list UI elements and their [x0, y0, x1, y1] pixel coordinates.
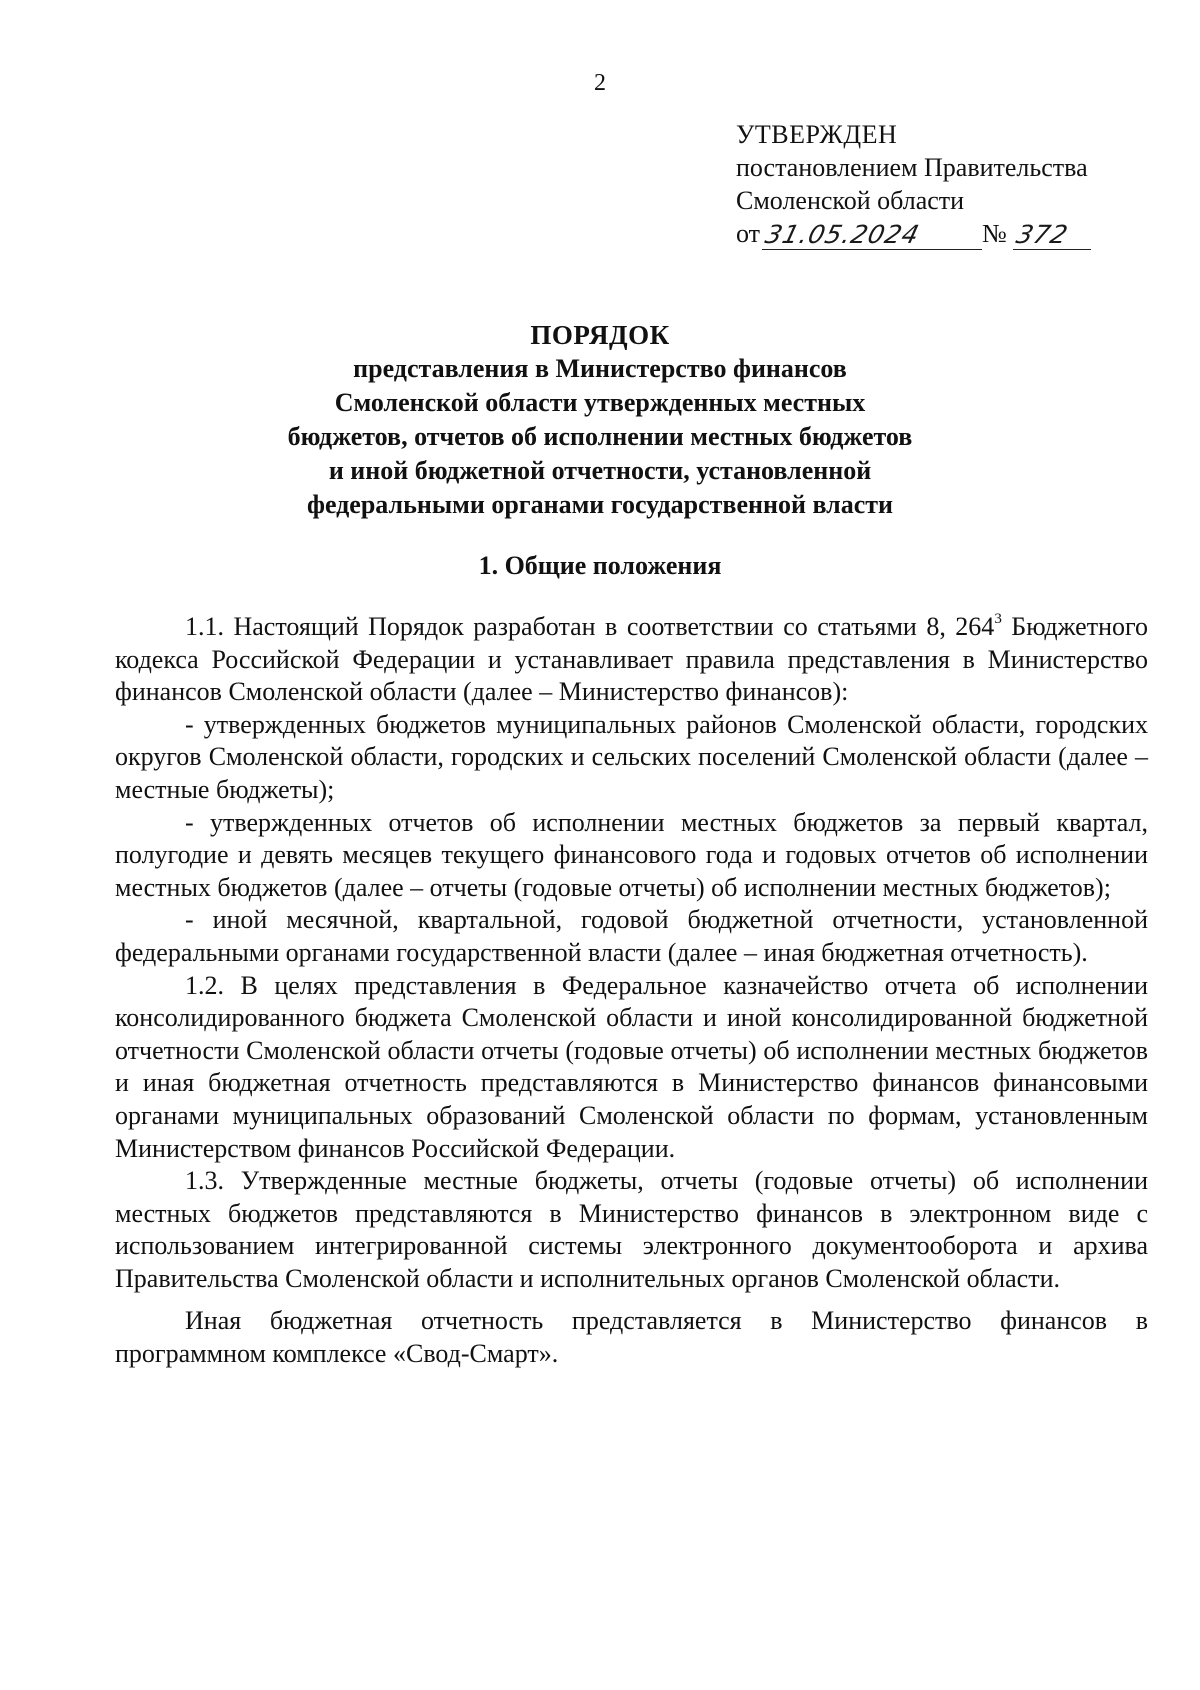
paragraph-1-3: 1.3. Утвержденные местные бюджеты, отчеты (годовые отчеты) об исполнении местных бюджетов представляются в Министерство финансов в электронном виде с использованием интегрированной системы электронного документооборота и архива Правительства Смоленской области и исполнительных органов Смоленской области.	[115, 1166, 1148, 1293]
paragraph-1-1-rest: Бюджетного кодекса Российской Федерации и устанавливает правила представления в Министерство финансов Смоленской области (далее – Министерство финансов):	[115, 612, 1149, 707]
list-item: - утвержденных бюджетов муниципальных районов Смоленской области, городских округов Смоленской области, городских и сельских поселений Смоленской области (далее – местные бюджеты);	[115, 709, 1148, 804]
approval-line-2: Смоленской области	[736, 186, 965, 215]
approval-stamp	[736, 118, 1091, 250]
page-number: 2	[594, 70, 606, 96]
document-body	[115, 611, 1148, 1371]
approval-line-1: постановлением Правительства	[736, 153, 1088, 182]
approval-date-line	[736, 217, 1091, 250]
document-title	[0, 318, 1200, 522]
section-heading: 1. Общие положения	[478, 551, 722, 580]
subtitle-line: представления в Министерство финансов	[353, 354, 847, 383]
paragraph-1-2: 1.2. В целях представления в Федеральное казначейство отчета об исполнении консолидированного бюджета Смоленской области и иной консолидированной бюджетной отчетности Смоленской области отчеты (годовые отчеты) об исполнении местных бюджетов и иная бюджетная отчетность представляются в Министерство финансов финансовыми органами муниципальных образований Смоленской области по формам, установленным Министерством финансов Российской Федерации.	[115, 970, 1148, 1163]
subtitle-line: Смоленской области утвержденных местных	[334, 388, 866, 417]
handwritten-number: 372	[1013, 220, 1072, 249]
number-label: №	[982, 219, 1007, 248]
title-main: ПОРЯДОК	[530, 320, 670, 350]
subtitle-line: и иной бюджетной отчетности, установленной	[328, 456, 872, 485]
date-field	[762, 219, 982, 250]
from-label: от	[736, 219, 761, 248]
article-superscript: 3	[994, 611, 1002, 628]
list-item: - иной месячной, квартальной, годовой бюджетной отчетности, установленной федеральными органами государственной власти (далее – иная бюджетная отчетность).	[115, 905, 1148, 967]
subtitle-line: бюджетов, отчетов об исполнении местных бюджетов	[287, 422, 913, 451]
paragraph-1-1	[115, 611, 1148, 709]
paragraph-1-1-text: 1.1. Настоящий Порядок разработан в соответствии со статьями 8, 264	[185, 612, 995, 641]
number-field	[1013, 219, 1091, 250]
approved-label: УТВЕРЖДЕН	[736, 120, 898, 149]
handwritten-date: 31.05.2024	[762, 220, 923, 249]
list-item: - утвержденных отчетов об исполнении местных бюджетов за первый квартал, полугодие и девять месяцев текущего финансового года и годовых отчетов об исполнении местных бюджетов (далее – отчеты (годовые отчеты) об исполнении местных бюджетов);	[115, 807, 1148, 902]
paragraph-1-3-continued: Иная бюджетная отчетность представляется в Министерство финансов в программном комплексе «Свод-Смарт».	[115, 1306, 1148, 1369]
subtitle-line: федеральными органами государственной власти	[306, 490, 894, 519]
